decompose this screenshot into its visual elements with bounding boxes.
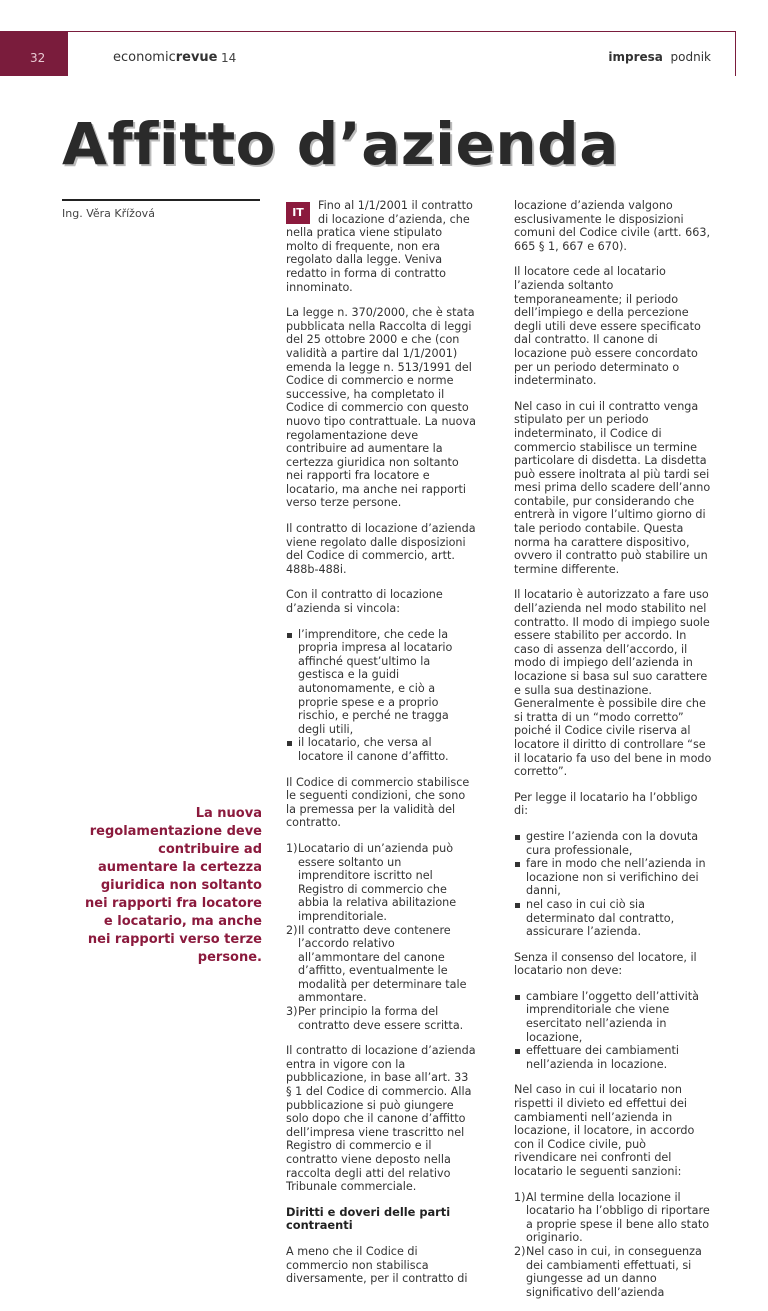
paragraph: Il Codice di commercio stabilisce le seguenti condizioni, che sono la premessa per la validità del contratto. xyxy=(286,775,470,830)
author-rule xyxy=(62,199,260,201)
bullet-list xyxy=(286,628,476,764)
list-item: 2) Nel caso in cui, in conseguenza dei cambiamenti effettuati, si giungesse ad un danno significativo dell’azienda xyxy=(514,1244,702,1299)
magazine-name xyxy=(113,50,218,65)
list-item: fare in modo che nell’azienda in locazione non si verifichino dei danni, xyxy=(526,857,712,898)
page-number: 32 xyxy=(30,51,46,65)
list-item: effettuare dei cambiamenti nell’azienda in locazione. xyxy=(526,1044,712,1071)
paragraph: Nel caso in cui il contratto venga stipulato per un periodo indeterminato, il Codice di commercio stabilisce un termine particolare di disdetta. La disdetta può essere inoltrata al più tardi sei mesi prima dello scadere dell’anno contabile, pur considerando che entrerà in vigore l’ultimo giorno di tale periodo contabile. Questa norma ha carattere dispositivo, ovvero il contratto può stabilire un termine differente. xyxy=(514,399,711,576)
paragraph: Con il contratto di locazione d’azienda si vincola: xyxy=(286,588,443,616)
list-item: 1) Al termine della locazione il locatario ha l’obbligo di riportare a proprie spese il bene allo stato originario. xyxy=(514,1190,710,1245)
subheading: Diritti e doveri delle parti contraenti xyxy=(286,1204,451,1233)
paragraph: Senza il consenso del locatore, il locatario non deve: xyxy=(514,950,697,978)
section-bold: impresa xyxy=(608,50,663,64)
article-column-2 xyxy=(514,199,712,1311)
article-title: Affitto d’azienda xyxy=(62,110,619,178)
language-badge: IT xyxy=(286,202,310,224)
list-item: 1) Locatario di un’azienda può essere soltanto un imprenditore iscritto nel Registro di commercio che abbia la relativa abilitazione imprenditoriale. xyxy=(286,841,457,923)
paragraph: A meno che il Codice di commercio non stabilisca diversamente, per il contratto di xyxy=(286,1244,468,1286)
paragraph: locazione d’azienda valgono esclusivamente le disposizioni comuni del Codice civile (artt. 663, 665 § 1, 667 e 670). xyxy=(514,199,710,253)
numbered-list xyxy=(514,1191,712,1300)
paragraph: IT Fino al 1/1/2001 il contratto di locazione d’azienda, che nella pratica viene stipulato molto di frequente, non era regolato dalla legge. Veniva redatto in forma di contratto innominato. xyxy=(286,199,473,294)
paragraph: Il locatario è autorizzato a fare uso dell’azienda nel modo stabilito nel contratto. Il modo di impiego suole essere stabilito per accordo. In caso di assenza dell’accordo, il modo di impiego dell’azienda in locazione si basa sul suo carattere e sulla sua destinazione. Generalmente è possibile dire che si tratta di un “modo corretto” poiché il Codice civile riserva al locatore il diritto di controllare “se il locatario fa uso del bene in modo corretto”. xyxy=(514,588,712,779)
header-edge-rule xyxy=(735,31,736,76)
paragraph: Il locatore cede al locatario l’azienda soltanto temporaneamente; il periodo dell’impiego e della percezione degli utili deve essere specificato dal contratto. Il canone di locazione può essere concordato per un periodo determinato o indeterminato. xyxy=(514,265,701,388)
bullet-list xyxy=(514,990,712,1072)
numbered-list xyxy=(286,842,476,1032)
list-item: gestire l’azienda con la dovuta cura professionale, xyxy=(526,830,712,857)
magazine-prefix: economic xyxy=(113,50,176,65)
paragraph: Il contratto di locazione d’azienda viene regolato dalle disposizioni del Codice di commercio, artt. 488b-488i. xyxy=(286,522,476,576)
list-item: 3) Per principio la forma del contratto deve essere scritta. xyxy=(286,1005,464,1032)
list-item: 2) Il contratto deve contenere l’accordo relativo all’ammontare del canone d’affitto, eventualmente le modalità per determinare tale ammontare. xyxy=(286,923,467,1005)
page-number-block xyxy=(0,31,68,76)
issue-number: 14 xyxy=(221,51,237,65)
header-rule xyxy=(68,31,735,32)
pull-quote: La nuova regolamentazione deve contribuire ad aumentare la certezza giuridica non soltanto nei rapporti fra locatore e locatario, ma anche nei rapporti verso terze persone. xyxy=(85,806,262,965)
section-label xyxy=(608,50,711,64)
list-item: il locatario, che versa al locatore il canone d’affitto. xyxy=(298,736,476,763)
list-item: cambiare l’oggetto dell’attività imprenditoriale che viene esercitato nell’azienda in locazione, xyxy=(526,990,712,1044)
list-item: l’imprenditore, che cede la propria impresa al locatario affinché quest’ultimo la gestisca e la guidi autonomamente, e ciò a proprie spese e a proprio rischio, e perché ne tragga degli utili, xyxy=(298,628,476,737)
paragraph: Nel caso in cui il locatario non rispetti il divieto ed effettui dei cambiamenti nell’azienda in locazione, il locatore, in accordo con il Codice civile, può rivendicare nei confronti del locatario le seguenti sanzioni: xyxy=(514,1083,695,1178)
list-item: nel caso in cui ciò sia determinato dal contratto, assicurare l’azienda. xyxy=(526,898,712,939)
paragraph: Per legge il locatario ha l’obbligo di: xyxy=(514,790,698,818)
bullet-list xyxy=(514,830,712,939)
paragraph: La legge n. 370/2000, che è stata pubblicata nella Raccolta di leggi del 25 ottobre 2000 e che (con validità a partire dal 1/1/2001) emenda la legge n. 513/1991 del Codice di commercio e norme successive, ha completato il Codice di commercio con questo nuovo tipo contrattuale. La nuova regolamentazione deve contribuire ad aumentare la certezza giuridica non soltanto nei rapporti fra locatore e locatario, ma anche nei rapporti verso terze persone. xyxy=(286,306,476,510)
article-column-1 xyxy=(286,199,476,1298)
section-light: podnik xyxy=(670,50,711,64)
magazine-bold: revue xyxy=(175,50,218,65)
paragraph: Il contratto di locazione d’azienda entra in vigore con la pubblicazione, in base all’art. 33 § 1 del Codice di commercio. Alla pubblicazione si può giungere solo dopo che il canone d’affitto dell’impresa viene trascritto nel Registro di commercio e il contratto viene deposto nella raccolta degli atti del relativo Tribunale commerciale. xyxy=(286,1044,476,1194)
author-name: Ing. Věra Křížová xyxy=(62,207,155,220)
